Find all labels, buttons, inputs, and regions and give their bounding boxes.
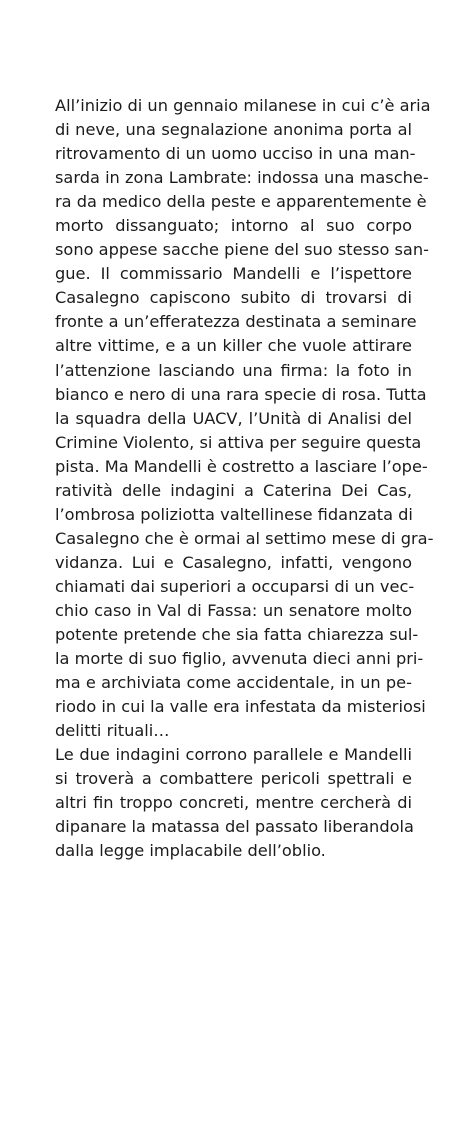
text-line: fronte a un’efferatezza destinata a seminare (55, 312, 417, 332)
synopsis-paragraph-2 (55, 743, 412, 863)
text-line: Crimine Violento, si attiva per seguire questa (55, 432, 422, 452)
text-line: ratività delle indagini a Caterina Dei Cas, (55, 480, 412, 500)
text-line: ma e archiviata come accidentale, in un pe- (55, 673, 412, 693)
text-line: sarda in zona Lambrate: indossa una masche- (55, 168, 429, 188)
text-line: l’ombrosa poliziotta valtellinese fidanzata di (55, 504, 413, 524)
text-line: l’attenzione lasciando una firma: la foto in (55, 360, 412, 380)
text-line: riodo in cui la valle era infestata da misteriosi (55, 697, 426, 717)
text-line: vidanza. Lui e Casalegno, infatti, vengono (55, 552, 412, 572)
text-line: altri fin troppo concreti, mentre cercherà di (55, 793, 412, 813)
text-line: potente pretende che sia fatta chiarezza sul- (55, 625, 419, 645)
synopsis-text (55, 94, 434, 864)
text-line: Le due indagini corrono parallele e Mandelli (55, 745, 412, 765)
synopsis-paragraph-1 (55, 94, 434, 743)
text-line: la morte di suo figlio, avvenuta dieci anni pri- (55, 649, 424, 669)
text-line: delitti rituali… (55, 721, 170, 741)
text-line: dipanare la matassa del passato liberandola (55, 817, 414, 837)
text-line: All’inizio di un gennaio milanese in cui c’è aria (55, 96, 431, 115)
text-line: altre vittime, e a un killer che vuole attirare (55, 336, 412, 356)
text-line: sono appese sacche piene del suo stesso san- (55, 240, 429, 260)
text-line: dalla legge implacabile dell’oblio. (55, 841, 326, 861)
text-line: Casalegno che è ormai al settimo mese di gra- (55, 528, 434, 548)
text-line: gue. Il commissario Mandelli e l’ispettore (55, 264, 412, 284)
text-line: bianco e nero di una rara specie di rosa. Tutta (55, 384, 427, 404)
text-line: pista. Ma Mandelli è costretto a lasciare l’ope- (55, 456, 428, 476)
text-line: la squadra della UACV, l’Unità di Analisi del (55, 408, 412, 428)
text-line: ritrovamento di un uomo ucciso in una man- (55, 144, 416, 164)
text-line: ra da medico della peste e apparentemente è (55, 192, 427, 212)
text-line: di neve, una segnalazione anonima porta al (55, 120, 412, 140)
text-line: Casalegno capiscono subito di trovarsi di (55, 288, 412, 308)
text-line: morto dissanguato; intorno al suo corpo (55, 216, 412, 236)
text-line: chio caso in Val di Fassa: un senatore molto (55, 600, 412, 620)
text-line: chiamati dai superiori a occuparsi di un vec- (55, 576, 415, 596)
text-line: si troverà a combattere pericoli spettrali e (55, 769, 412, 789)
